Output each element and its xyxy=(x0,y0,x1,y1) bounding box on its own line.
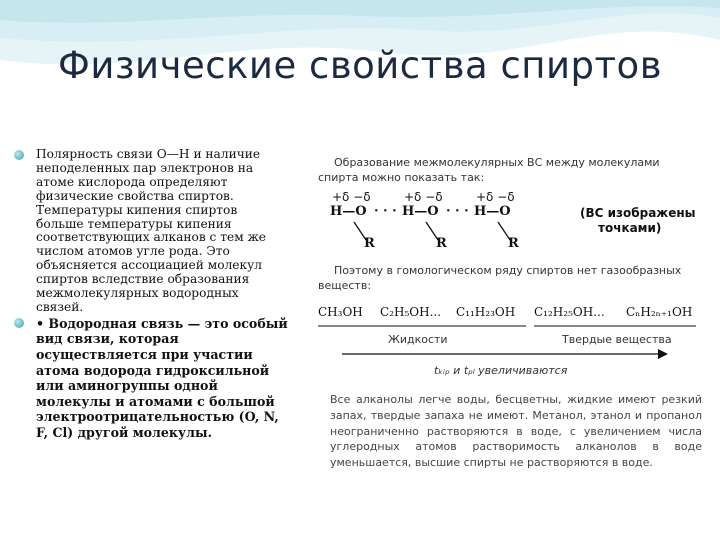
bullet-line: связей. xyxy=(36,299,84,314)
radical-label: R xyxy=(508,236,519,251)
label-solids: Твердые вещества xyxy=(562,333,672,346)
partial-charge-label: +δ −δ xyxy=(404,190,443,204)
formula-ethanol: C₂H₅OH... xyxy=(380,305,442,319)
bullet-item-polarity xyxy=(14,148,306,315)
bullet-line: числом атомов угле рода. Это xyxy=(36,244,230,259)
partial-charge-label: +δ −δ xyxy=(476,190,515,204)
textbook-figure xyxy=(312,150,707,490)
bullet-line: физические свойства спиртов. xyxy=(36,188,234,203)
figure-note-line-1: (ВС изображены xyxy=(580,206,696,220)
bullet-line: спиртов вследствие образования xyxy=(36,272,250,287)
bullet-line: F, Cl) другой молекулы. xyxy=(36,425,212,441)
bullet-line: молекулы и атомами с большой xyxy=(36,393,275,409)
bullet-line: Полярность связи О—Н и наличие xyxy=(36,147,261,161)
hydroxyl-group: H—O xyxy=(330,204,367,219)
bullet-line: атома водорода гидроксильной xyxy=(36,362,270,378)
bullet-line: Температуры кипения спиртов xyxy=(36,202,238,217)
hydrogen-bond-dots: · · · xyxy=(446,204,469,219)
bullet-line: неподеленных пар электронов на xyxy=(36,160,254,175)
label-liquids: Жидкости xyxy=(388,333,448,346)
bullet-line: атоме кислорода определяют xyxy=(36,174,228,189)
temperature-caption: tₖᵢₚ и tₚₗ увеличиваются xyxy=(434,364,568,377)
figure-intro-line-1: Образование межмолекулярных ВС между молекулами xyxy=(334,156,660,169)
bullet-line: осуществляется при участии xyxy=(36,347,253,363)
slide-title: Физические свойства спиртов xyxy=(57,44,663,87)
formula-methanol: CH₃OH xyxy=(318,305,363,319)
bullet-line: электроотрицательностью (O, N, xyxy=(36,409,279,425)
bullet-line: больше температуры кипения xyxy=(36,216,232,231)
figure-text-line-2: веществ: xyxy=(318,279,372,292)
bullet-line: или аминогруппы одной xyxy=(36,378,218,394)
bullet-line: вид связи, которая xyxy=(36,331,179,347)
bullet-dot-icon xyxy=(14,318,24,328)
bullet-list xyxy=(14,148,306,441)
partial-charge-label: +δ −δ xyxy=(332,190,371,204)
bullet-line: объясняется ассоциацией молекул xyxy=(36,258,263,273)
hydroxyl-group: H—O xyxy=(402,204,439,219)
bullet-line: соответствующих алканов с тем же xyxy=(36,230,266,245)
figure-text-line-1: Поэтому в гомологическом ряду спиртов нет газообразных xyxy=(334,264,682,277)
underline-brackets xyxy=(312,320,707,332)
bullet-dot-icon xyxy=(14,150,24,160)
hydrogen-bond-dots: · · · xyxy=(374,204,397,219)
bullet-line: • Водородная связь — это особый xyxy=(36,315,288,331)
figure-intro-line-2: спирта можно показать так: xyxy=(318,171,485,184)
formula-undecanol: C₁₁H₂₃OH xyxy=(456,305,516,319)
figure-note-line-2: точками) xyxy=(598,221,662,235)
figure-paragraph: Все алканолы легче воды, бесцветны, жидкие имеют резкий запах, твердые запаха не имеют. Метанол, этанол и пропанол неограниченно растворяются в воде, с увеличением числа углеродных атомов растворимость алканолов в воде уменьшается, высшие спирты не растворяются в воде. xyxy=(330,393,702,470)
increase-arrow xyxy=(312,348,707,360)
bullet-item-hydrogen-bond xyxy=(14,316,306,441)
radical-label: R xyxy=(436,236,447,251)
bullet-line: межмолекулярных водородных xyxy=(36,286,239,301)
hydroxyl-group: H—O xyxy=(474,204,511,219)
radical-label: R xyxy=(364,236,375,251)
formula-dodecanol: C₁₂H₂₅OH... xyxy=(534,305,605,319)
formula-general: CₙH₂ₙ₊₁OH xyxy=(626,305,693,319)
